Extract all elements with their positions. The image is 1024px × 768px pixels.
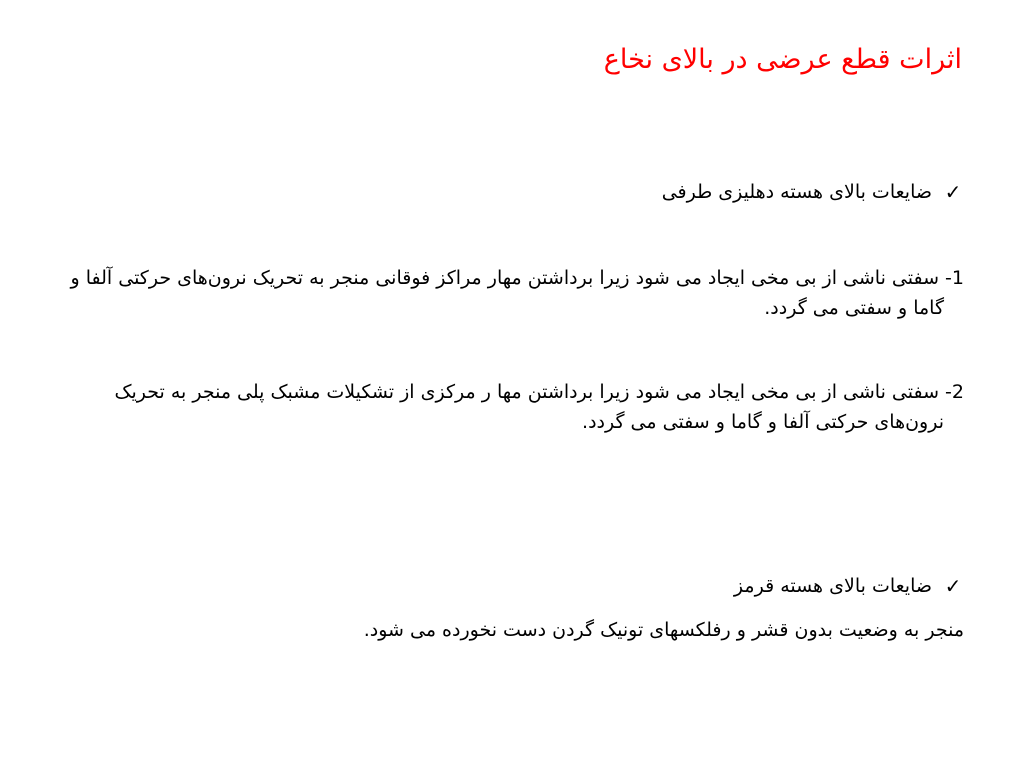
paragraph-red-nucleus: منجر به وضعیت بدون قشر و رفلکسهای تونیک گردن دست نخورده می شود. (363, 619, 964, 641)
check-icon: ✓ (944, 574, 962, 598)
slide-title: اثرات قطع عرضی در بالای نخاع (603, 44, 962, 75)
heading-red-nucleus-text: ضایعات بالای هسته قرمز (733, 575, 932, 597)
paragraph-item-2: 2- سفتی ناشی از بی مخی ایجاد می شود زیرا برداشتن مها ر مرکزی از تشکیلات مشبک پلی منجر به تحریک نرون‌های حرکتی آلفا و گاما و سفتی می گردد. (114, 381, 964, 433)
heading-vestibular-text: ضایعات بالای هسته دهلیزی طرفی (661, 181, 932, 203)
bullet-heading-vestibular (662, 181, 964, 203)
check-icon: ✓ (944, 180, 962, 204)
paragraph-item-1: 1- سفتی ناشی از بی مخی ایجاد می شود زیرا برداشتن مهار مراکز فوقانی منجر به تحریک نرون‌های حرکتی آلفا و گاما و سفتی می گردد. (70, 267, 964, 319)
bullet-heading-red-nucleus (734, 575, 964, 597)
